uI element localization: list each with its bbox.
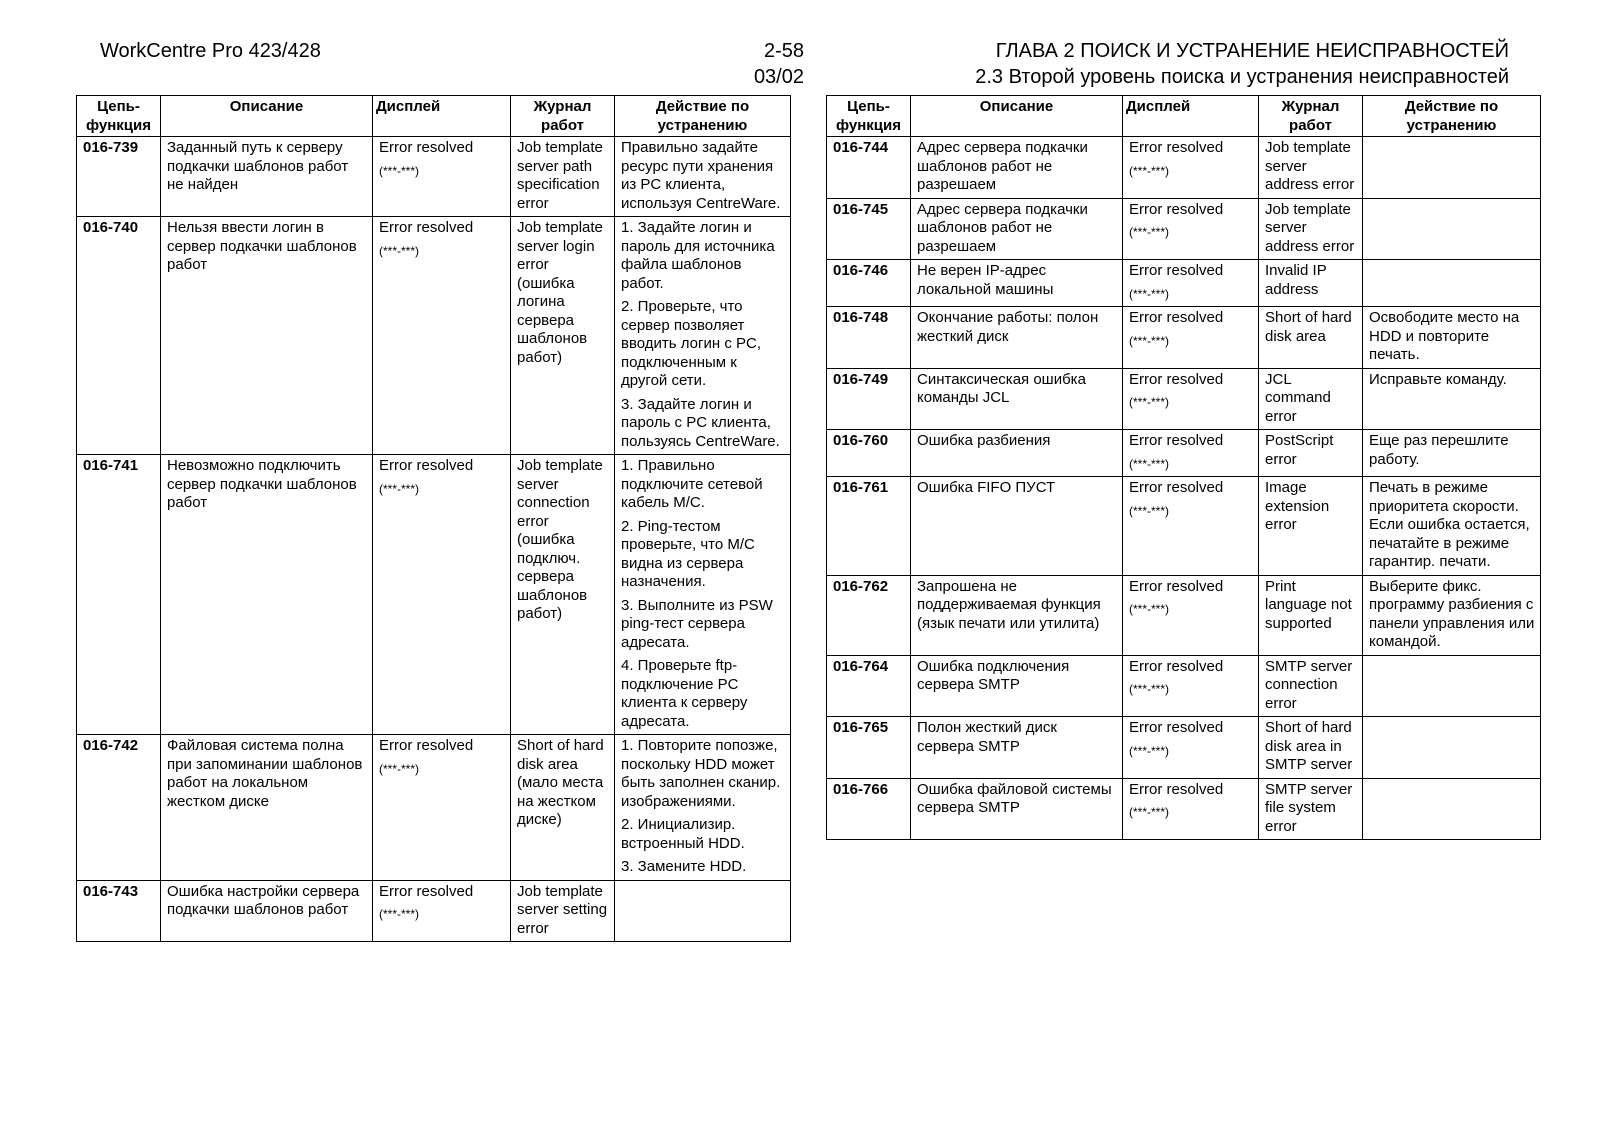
display-code-mask: (***-***) — [1129, 286, 1170, 301]
display-cell — [1123, 430, 1259, 477]
display-cell — [1123, 137, 1259, 199]
description-cell: Ошибка разбиения — [911, 430, 1123, 477]
display-cell — [1123, 307, 1259, 369]
display-text: Error resolved — [379, 139, 474, 156]
description-cell: Ошибка настройки сервера подкачки шаблонов работ — [161, 880, 373, 942]
action-cell — [615, 880, 791, 942]
description-cell: Адрес сервера подкачки шаблонов работ не разрешаем — [911, 137, 1123, 199]
action-step: 4. Проверьте ftp-подключение PC клиента к серверу адресата. — [621, 657, 748, 730]
action-cell — [1363, 655, 1541, 717]
display-code-mask: (***-***) — [1129, 395, 1170, 409]
display-text: Error resolved — [1129, 719, 1224, 736]
error-code-cell: 016-761 — [827, 477, 911, 576]
chapter-title: ГЛАВА 2 ПОИСК И УСТРАНЕНИЕ НЕИСПРАВНОСТЕЙ — [995, 40, 1509, 62]
table-row — [77, 880, 791, 942]
table-row — [77, 137, 791, 217]
log-cell: Short of hard disk area — [1259, 307, 1363, 369]
display-code-mask: (***-***) — [1129, 743, 1170, 758]
chapter-block — [975, 38, 1509, 90]
error-code-cell: 016-740 — [77, 217, 161, 455]
display-cell — [1123, 368, 1259, 430]
error-table-left — [76, 95, 791, 942]
table-row — [827, 260, 1541, 307]
table-row — [827, 307, 1541, 369]
display-cell — [1123, 778, 1259, 840]
log-cell: SMTP server file system error — [1259, 778, 1363, 840]
display-text: Error resolved — [1129, 432, 1224, 449]
action-step: Освободите место на HDD и повторите печать. — [1369, 309, 1520, 363]
column-header-code: Цепь-функция — [77, 96, 161, 137]
table-row — [827, 778, 1541, 840]
description-cell: Не верен IP-адрес локальной машины — [911, 260, 1123, 307]
error-code-cell: 016-745 — [827, 198, 911, 260]
display-text: Error resolved — [1129, 479, 1224, 496]
column-header-display: Дисплей — [373, 96, 511, 137]
description-cell: Файловая система полна при запоминании шаблонов работ на локальном жестком диске — [161, 735, 373, 881]
display-code-mask: (***-***) — [379, 907, 420, 921]
display-cell — [1123, 477, 1259, 576]
log-cell: Invalid IP address — [1259, 260, 1363, 307]
action-step: Исправьте команду. — [1369, 370, 1507, 388]
display-text: Error resolved — [1129, 262, 1224, 279]
revision-date: 03/02 — [753, 66, 804, 88]
table-row — [77, 217, 791, 455]
action-step: 2. Инициализир. встроенный HDD. — [621, 816, 745, 852]
error-code-cell: 016-741 — [77, 455, 161, 735]
action-step: Выберите фикс. программу разбиения с панели управления или командой. — [1369, 577, 1535, 650]
table-row — [827, 368, 1541, 430]
column-header-description: Описание — [161, 96, 373, 137]
description-cell: Адрес сервера подкачки шаблонов работ не разрешаем — [911, 198, 1123, 260]
display-code-mask: (***-***) — [379, 761, 420, 776]
action-step: 3. Замените HDD. — [621, 858, 747, 875]
column-header-display: Дисплей — [1123, 96, 1259, 137]
action-cell — [615, 217, 791, 455]
action-step: 2. Ping-тестом проверьте, что M/C видна из сервера назначения. — [621, 517, 755, 590]
action-step: 1. Повторите попозже, поскольку HDD может быть заполнен сканир. изображениями. — [621, 737, 781, 810]
table-header-row — [827, 96, 1541, 137]
display-text: Error resolved — [379, 882, 474, 900]
log-cell: SMTP server connection error — [1259, 655, 1363, 717]
log-cell: Job template server login error (ошибка логина сервера шаблонов работ) — [511, 217, 615, 455]
display-code-mask: (***-***) — [1129, 163, 1170, 178]
action-step: Печать в режиме приоритета скорости. Если ошибка остается, печатайте в режиме гарантир. печати. — [1369, 479, 1530, 570]
action-step: 2. Проверьте, что сервер позволяет вводить логин с PC, подключенным к другой сети. — [621, 298, 762, 389]
log-cell: Job template server connection error (ошибка подключ. сервера шаблонов работ) — [511, 455, 615, 735]
error-code-cell: 016-746 — [827, 260, 911, 307]
action-step: 1. Задайте логин и пароль для источника файла шаблонов работ. — [621, 219, 775, 292]
column-header-action: Действие по устранению — [1363, 96, 1541, 137]
table-row — [827, 198, 1541, 260]
display-code-mask: (***-***) — [379, 243, 420, 258]
display-text: Error resolved — [379, 737, 474, 754]
log-cell: Short of hard disk area (мало места на жестком диске) — [511, 735, 615, 881]
display-cell — [373, 217, 511, 455]
description-cell: Ошибка файловой системы сервера SMTP — [911, 778, 1123, 840]
column-header-code: Цепь-функция — [827, 96, 911, 137]
display-code-mask: (***-***) — [1129, 225, 1170, 239]
display-cell — [1123, 717, 1259, 779]
error-code-cell: 016-765 — [827, 717, 911, 779]
display-cell — [1123, 575, 1259, 655]
display-cell — [373, 455, 511, 735]
description-cell: Полон жесткий диск сервера SMTP — [911, 717, 1123, 779]
table-row — [77, 455, 791, 735]
display-code-mask: (***-***) — [379, 481, 420, 496]
error-code-cell: 016-744 — [827, 137, 911, 199]
section-title: 2.3 Второй уровень поиска и устранения неисправностей — [975, 66, 1509, 88]
manual-model: WorkCentre Pro 423/428 — [100, 40, 321, 62]
error-code-cell: 016-742 — [77, 735, 161, 881]
error-code-cell: 016-748 — [827, 307, 911, 369]
display-cell — [1123, 260, 1259, 307]
table-row — [827, 717, 1541, 779]
action-cell — [615, 455, 791, 735]
log-cell: Image extension error — [1259, 477, 1363, 576]
table-row — [827, 430, 1541, 477]
description-cell: Заданный путь к серверу подкачки шаблонов работ не найден — [161, 137, 373, 217]
error-code-cell: 016-743 — [77, 880, 161, 942]
table-row — [827, 575, 1541, 655]
log-cell: Print language not supported — [1259, 575, 1363, 655]
display-text: Error resolved — [1129, 309, 1224, 326]
table-row — [827, 477, 1541, 576]
action-cell — [615, 137, 791, 217]
display-text: Error resolved — [1129, 139, 1224, 156]
table-header-row — [77, 96, 791, 137]
description-cell: Нельзя ввести логин в сервер подкачки шаблонов работ — [161, 217, 373, 455]
error-code-cell: 016-764 — [827, 655, 911, 717]
description-cell: Невозможно подключить сервер подкачки шаблонов работ — [161, 455, 373, 735]
display-code-mask: (***-***) — [1129, 333, 1170, 348]
action-cell — [1363, 307, 1541, 369]
error-code-cell: 016-762 — [827, 575, 911, 655]
display-code-mask: (***-***) — [1129, 805, 1170, 819]
page-number-block — [720, 38, 804, 90]
action-cell — [1363, 477, 1541, 576]
description-cell: Окончание работы: полон жесткий диск — [911, 307, 1123, 369]
table-row — [827, 137, 1541, 199]
display-code-mask: (***-***) — [1129, 602, 1170, 616]
display-code-mask: (***-***) — [379, 163, 420, 178]
display-code-mask: (***-***) — [1129, 503, 1170, 518]
action-cell — [1363, 778, 1541, 840]
action-cell — [1363, 198, 1541, 260]
display-text: Error resolved — [1129, 657, 1224, 675]
error-code-cell: 016-760 — [827, 430, 911, 477]
log-cell: Job template server setting error — [511, 880, 615, 942]
description-cell: Синтаксическая ошибка команды JCL — [911, 368, 1123, 430]
display-text: Error resolved — [1129, 577, 1224, 595]
display-code-mask: (***-***) — [1129, 682, 1170, 696]
display-cell — [373, 735, 511, 881]
action-cell — [1363, 137, 1541, 199]
action-cell — [1363, 368, 1541, 430]
log-cell: Job template server path specification error — [511, 137, 615, 217]
page-number: 2-58 — [763, 40, 804, 62]
log-cell: Job template server address error — [1259, 198, 1363, 260]
log-cell: JCL command error — [1259, 368, 1363, 430]
display-text: Error resolved — [1129, 200, 1224, 218]
action-cell — [1363, 575, 1541, 655]
display-cell — [1123, 655, 1259, 717]
description-cell: Запрошена не поддерживаемая функция (язык печати или утилита) — [911, 575, 1123, 655]
log-cell: PostScript error — [1259, 430, 1363, 477]
column-header-description: Описание — [911, 96, 1123, 137]
display-text: Error resolved — [379, 219, 474, 236]
log-cell: Job template server address error — [1259, 137, 1363, 199]
column-header-log: Журнал работ — [1259, 96, 1363, 137]
column-header-action: Действие по устранению — [615, 96, 791, 137]
table-row — [77, 735, 791, 881]
display-text: Error resolved — [1129, 780, 1224, 798]
display-cell — [373, 880, 511, 942]
action-cell — [1363, 717, 1541, 779]
action-step: 3. Выполните из PSW ping-тест сервера адресата. — [621, 596, 773, 651]
action-step: 1. Правильно подключите сетевой кабель M/C. — [621, 457, 763, 511]
action-step: Правильно задайте ресурс пути хранения из PC клиента, используя CentreWare. — [621, 139, 781, 212]
display-text: Error resolved — [1129, 370, 1224, 388]
display-cell — [373, 137, 511, 217]
action-step: Еще раз перешлите работу. — [1369, 432, 1509, 468]
log-cell: Short of hard disk area in SMTP server — [1259, 717, 1363, 779]
action-cell — [1363, 430, 1541, 477]
error-table-right — [826, 95, 1541, 840]
error-code-cell: 016-749 — [827, 368, 911, 430]
description-cell: Ошибка FIFO ПУСТ — [911, 477, 1123, 576]
action-cell — [1363, 260, 1541, 307]
action-step: 3. Задайте логин и пароль с PC клиента, пользуясь CentreWare. — [621, 395, 780, 450]
description-cell: Ошибка подключения сервера SMTP — [911, 655, 1123, 717]
display-code-mask: (***-***) — [1129, 456, 1170, 471]
action-cell — [615, 735, 791, 881]
column-header-log: Журнал работ — [511, 96, 615, 137]
display-cell — [1123, 198, 1259, 260]
display-text: Error resolved — [379, 457, 474, 474]
error-code-cell: 016-739 — [77, 137, 161, 217]
table-row — [827, 655, 1541, 717]
error-code-cell: 016-766 — [827, 778, 911, 840]
